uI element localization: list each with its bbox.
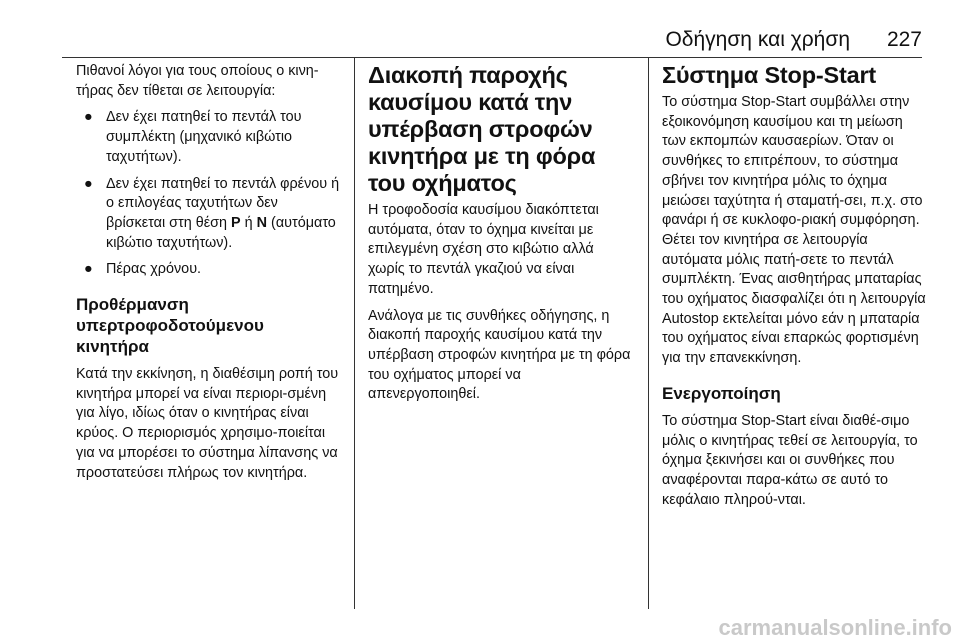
header-divider <box>62 57 922 58</box>
activation-paragraph: Το σύστημα Stop-Start είναι διαθέ-σιμο μόλις ο κινητήρας τεθεί σε λειτουργία, το όχημα ξεκινήσει και οι συνθήκες που αναφέρονται παρα-κάτω σε αυτό το κεφάλαιο πληρού-νται. <box>662 412 918 508</box>
activation-heading: Ενεργοποίηση <box>662 383 781 403</box>
list-item <box>76 108 340 167</box>
intro-paragraph: Πιθανοί λόγοι για τους οποίους ο κινη-τήρας δεν τίθεται σε λειτουργία: <box>76 63 319 99</box>
bullet-icon: ● <box>84 175 93 192</box>
list-item-text: Δεν έχει πατηθεί το πεντάλ φρένου ή ο επιλογέας ταχυτήτων δεν βρίσκεται στη θέση <box>106 175 340 231</box>
turbo-warmup-paragraph: Κατά την εκκίνηση, η διαθέσιμη ροπή του κινητήρα μπορεί να είναι περιορι-σμένη για λίγο, ιδίως όταν ο κινητήρας είναι κρύος. Ο περιορισμός χρησιμο-ποιείται για να μπορέσει το σύστημα λίπανσης να προστατεύσει πλήρως τον κινητήρα. <box>76 366 339 481</box>
list-item <box>76 175 340 254</box>
gear-position-n: N <box>256 214 268 231</box>
bullet-icon: ● <box>84 261 93 278</box>
gear-position-p: P <box>231 214 241 231</box>
list-item-text: Πέρας χρόνου. <box>106 261 202 278</box>
page-number: 227 <box>886 28 922 51</box>
page-header <box>0 0 960 56</box>
turbo-warmup-heading: Προθέρμανση υπερτροφοδοτούμενου κινητήρα <box>76 295 264 357</box>
bullet-icon: ● <box>84 109 93 126</box>
list-item-connector: ή <box>240 214 257 231</box>
column-divider-1 <box>354 58 355 609</box>
watermark: carmanualsonline.info <box>532 614 960 642</box>
fuel-cutoff-paragraph-2: Ανάλογα με τις συνθήκες οδήγησης, η διακοπή παροχής καυσίμου κατά την υπέρβαση στροφών κινητήρα με τη φόρα του οχήματος μπορεί να απενεργοποιηθεί. <box>368 307 631 403</box>
list-item-text: Δεν έχει πατηθεί το πεντάλ του συμπλέκτη (μηχανικό κιβώτιο ταχυτήτων). <box>106 109 302 165</box>
column-divider-2 <box>648 58 649 609</box>
stop-start-heading: Σύστημα Stop-Start <box>662 62 877 88</box>
section-title: Οδήγηση και χρήση <box>665 28 850 51</box>
fuel-cutoff-paragraph-1: Η τροφοδοσία καυσίμου διακόπτεται αυτόματα, όταν το όχημα κινείται με επιλεγμένη σχέση στο κιβώτιο αλλά χωρίς το πεντάλ γκαζιού να είναι πατημένο. <box>368 202 599 297</box>
column-2 <box>368 62 634 412</box>
reasons-list <box>76 108 340 280</box>
list-item-text-end: (αυτόματο κιβώτιο ταχυτήτων). <box>106 214 336 251</box>
list-item <box>76 260 340 280</box>
column-1 <box>76 62 340 490</box>
stop-start-paragraph: Το σύστημα Stop-Start συμβάλλει στην εξοικονόμηση καυσίμου και τη μείωση των εκπομπών καυσαερίων. Όταν οι συνθήκες το επιτρέπουν, το σύστημα σβήνει τον κινητήρα μόλις το όχημα μειώσει ταχύτητα ή σταματή-σει, π.χ. στο φανάρι ή σε κυκλοφο-ριακή συμφόρηση. Θέτει τον κινητήρα σε λειτουργία αυτόματα μόλις πατή-σετε το πεντάλ συμπλέκτη. Ένας αισθητήρας μπαταρίας του οχήματος διασφαλίζει ότι η λειτουργία Autostop εκτελείται μόνο εάν η μπαταρία του οχήματος είναι επαρκώς φορτισμένη για την επανεκκίνηση. <box>662 94 926 367</box>
column-3 <box>662 62 930 517</box>
fuel-cutoff-heading: Διακοπή παροχής καυσίμου κατά την υπέρβαση στροφών κινητήρα με τη φόρα του οχήματος <box>368 62 596 196</box>
